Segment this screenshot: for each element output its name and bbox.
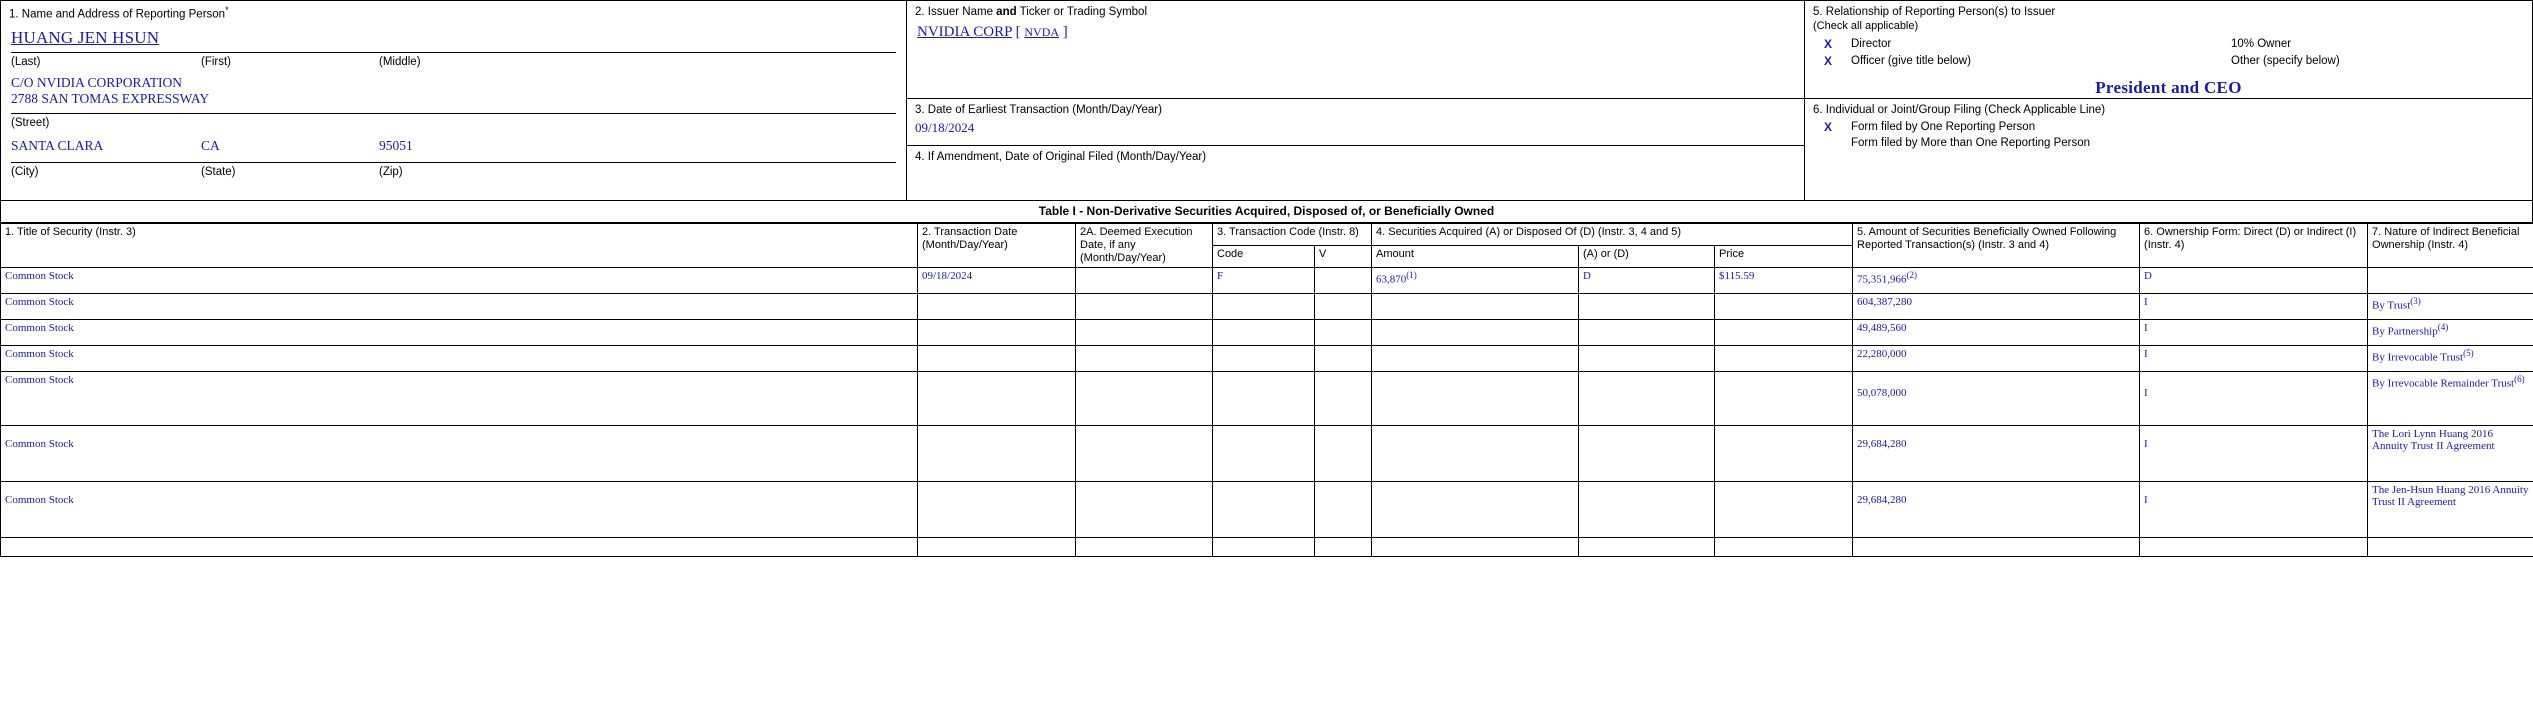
cell-deemed-date	[1076, 538, 1213, 557]
joint-filing-label: 6. Individual or Joint/Group Filing (Check Applicable Line)	[1813, 104, 2106, 116]
cell-code	[1213, 482, 1315, 538]
cell-deemed-date	[1076, 320, 1213, 346]
state-label: (State)	[201, 165, 236, 178]
table-row	[1, 482, 2533, 538]
first-label: (First)	[201, 55, 232, 68]
cell-a-or-d	[1579, 426, 1715, 482]
cell-v	[1315, 320, 1372, 346]
footnote-ref[interactable]: (3)	[2410, 296, 2421, 306]
one-reporting-person-checkbox[interactable]: X	[1823, 120, 1832, 134]
relationship-sublabel: (Check all applicable)	[1813, 20, 1919, 32]
relationship-subbox	[1805, 1, 2532, 98]
cell-code	[1213, 372, 1315, 426]
cell-security[interactable]: Common Stock	[1, 294, 918, 320]
cell-owned: 22,280,000	[1853, 346, 2140, 372]
cell-transaction-date	[918, 538, 1076, 557]
cell-amount	[1372, 346, 1579, 372]
th-amount: Amount	[1372, 246, 1579, 268]
cell-price	[1715, 482, 1853, 538]
cell-amount	[1372, 482, 1579, 538]
cell-price	[1715, 294, 1853, 320]
last-label: (Last)	[11, 55, 41, 68]
officer-title: President and CEO	[2095, 78, 2242, 97]
cell-transaction-date	[918, 294, 1076, 320]
cell-security[interactable]: Common Stock	[1, 372, 918, 426]
cell-amount	[1372, 426, 1579, 482]
issuer-label-b: and	[996, 6, 1017, 18]
th-code: Code	[1213, 246, 1315, 268]
relationship-box	[1805, 1, 2532, 200]
cell-v	[1315, 346, 1372, 372]
th-nature-indirect-ownership: 7. Nature of Indirect Beneficial Ownership (Instr. 4)	[2368, 224, 2533, 268]
cell-nature: The Lori Lynn Huang 2016 Annuity Trust II Agreement	[2368, 426, 2533, 482]
cell-transaction-date	[918, 372, 1076, 426]
issuer-name-row	[907, 19, 1804, 41]
one-reporting-person-label: Form filed by One Reporting Person	[1851, 121, 2036, 133]
director-checkbox[interactable]: X	[1823, 37, 1832, 51]
asterisk: *	[225, 5, 229, 15]
cell-nature	[2368, 268, 2533, 294]
cell-deemed-date	[1076, 268, 1213, 294]
th-price: Price	[1715, 246, 1853, 268]
cell-ownership-form: I	[2140, 320, 2368, 346]
amendment-date-value	[915, 164, 1796, 167]
ticker-symbol[interactable]: NVDA	[1024, 25, 1060, 39]
table1-title: Table I - Non-Derivative Securities Acquired, Disposed of, or Beneficially Owned	[0, 200, 2533, 223]
cell-amount	[1372, 320, 1579, 346]
th-amount-beneficially-owned: 5. Amount of Securities Beneficially Owned Following Reported Transaction(s) (Instr. 3 and 4)	[1853, 224, 2140, 268]
relationship-label: 5. Relationship of Reporting Person(s) to Issuer	[1813, 6, 2056, 18]
cell-ownership-form	[2140, 538, 2368, 557]
street-line-2: 2788 SAN TOMAS EXPRESSWAY	[11, 90, 210, 106]
middle-label: (Middle)	[379, 55, 421, 68]
cell-price: $115.59	[1715, 268, 1853, 294]
joint-filing-row-one	[1805, 119, 2532, 135]
cell-security[interactable]: Common Stock	[1, 346, 918, 372]
zip-label: (Zip)	[379, 165, 403, 178]
footnote-ref[interactable]: (6)	[2514, 374, 2525, 384]
th-ownership-form: 6. Ownership Form: Direct (D) or Indirect (I) (Instr. 4)	[2140, 224, 2368, 268]
cell-price	[1715, 346, 1853, 372]
cell-security[interactable]: Common Stock	[1, 482, 918, 538]
cell-v	[1315, 426, 1372, 482]
cell-code	[1213, 426, 1315, 482]
reporting-person-label: 1. Name and Address of Reporting Person	[9, 8, 226, 21]
cell-ownership-form: I	[2140, 294, 2368, 320]
cell-a-or-d: D	[1579, 268, 1715, 294]
relationship-row-director	[1805, 36, 2532, 53]
cell-amount	[1372, 538, 1579, 557]
reporting-person-name[interactable]: HUANG JEN HSUN	[11, 27, 160, 47]
cell-nature: By Trust$^{(3)}$	[2368, 294, 2533, 320]
joint-filing-subbox	[1805, 99, 2532, 199]
table-row-partial	[1, 538, 2533, 557]
cell-a-or-d	[1579, 372, 1715, 426]
earliest-transaction-label: 3. Date of Earliest Transaction (Month/Day/Year)	[915, 104, 1162, 116]
ten-percent-owner-label: 10% Owner	[2231, 38, 2292, 50]
cell-owned	[1853, 538, 2140, 557]
cell-a-or-d	[1579, 538, 1715, 557]
other-label: Other (specify below)	[2231, 55, 2340, 67]
cell-owned: 50,078,000	[1853, 372, 2140, 426]
table-row	[1, 372, 2533, 426]
cell-owned: 29,684,280	[1853, 482, 2140, 538]
joint-filing-row-many	[1805, 135, 2532, 151]
cell-security[interactable]: Common Stock	[1, 426, 918, 482]
cell-ownership-form: I	[2140, 482, 2368, 538]
issuer-label-a: 2. Issuer Name	[915, 6, 997, 18]
th-transaction-code: 3. Transaction Code (Instr. 8)	[1213, 224, 1372, 246]
cell-price	[1715, 372, 1853, 426]
cell-amount	[1372, 294, 1579, 320]
cell-a-or-d	[1579, 294, 1715, 320]
cell-a-or-d	[1579, 320, 1715, 346]
cell-amount: 63,870$^{(1)}$	[1372, 268, 1579, 294]
th-securities-acquired-disposed: 4. Securities Acquired (A) or Disposed Of (D) (Instr. 3, 4 and 5)	[1372, 224, 1853, 246]
cell-v	[1315, 538, 1372, 557]
cell-transaction-date	[918, 426, 1076, 482]
cell-v	[1315, 372, 1372, 426]
cell-security[interactable]: Common Stock	[1, 320, 918, 346]
issuer-label-c: Ticker or Trading Symbol	[1016, 6, 1148, 18]
cell-deemed-date	[1076, 294, 1213, 320]
table1-header-row-1	[1, 224, 2533, 246]
city-label: (City)	[11, 165, 39, 178]
cell-nature: By Irrevocable Remainder Trust$^{(6)}$	[2368, 372, 2533, 426]
th-transaction-date: 2. Transaction Date (Month/Day/Year)	[918, 224, 1076, 268]
cell-nature: By Irrevocable Trust$^{(5)}$	[2368, 346, 2533, 372]
cell-code	[1213, 320, 1315, 346]
officer-label: Officer (give title below)	[1851, 55, 1971, 67]
cell-ownership-form: I	[2140, 426, 2368, 482]
cell-code	[1213, 538, 1315, 557]
issuer-name[interactable]: NVIDIA CORP	[917, 24, 1012, 40]
cell-owned: 49,489,560	[1853, 320, 2140, 346]
table1	[0, 223, 2533, 557]
reporting-person-box	[1, 1, 907, 200]
cell-nature	[2368, 538, 2533, 557]
table-row	[1, 294, 2533, 320]
footnote-ref[interactable]: (4)	[2437, 322, 2449, 332]
bracket-close: ]	[1062, 24, 1068, 40]
cell-owned: 29,684,280	[1853, 426, 2140, 482]
table-row	[1, 346, 2533, 372]
city-labels-row	[1, 163, 906, 178]
street-label: (Street)	[11, 116, 50, 129]
cell-amount	[1372, 372, 1579, 426]
amendment-date-label: 4. If Amendment, Date of Original Filed (Month/Day/Year)	[915, 151, 1207, 163]
th-v: V	[1315, 246, 1372, 268]
cell-v	[1315, 482, 1372, 538]
earliest-transaction-date: 09/18/2024	[915, 120, 975, 135]
cell-transaction-date: 09/18/2024	[918, 268, 1076, 294]
name-parts-labels	[1, 53, 906, 68]
table-row	[1, 268, 2533, 294]
footnote-ref[interactable]: (1)	[1406, 270, 1417, 280]
earliest-transaction-subbox	[907, 99, 1804, 145]
amendment-subbox	[907, 146, 1804, 200]
street-line-1: C/O NVIDIA CORPORATION	[11, 74, 183, 90]
cell-ownership-form: I	[2140, 346, 2368, 372]
cell-code	[1213, 346, 1315, 372]
cell-nature: The Jen-Hsun Huang 2016 Annuity Trust II Agreement	[2368, 482, 2533, 538]
cell-v	[1315, 294, 1372, 320]
cell-a-or-d	[1579, 482, 1715, 538]
cell-a-or-d	[1579, 346, 1715, 372]
city-state-zip-row	[1, 129, 906, 154]
cell-code	[1213, 294, 1315, 320]
cell-owned: 604,387,280	[1853, 294, 2140, 320]
cell-security	[1, 538, 918, 557]
th-a-or-d: (A) or (D)	[1579, 246, 1715, 268]
cell-deemed-date	[1076, 426, 1213, 482]
cell-ownership-form: D	[2140, 268, 2368, 294]
cell-nature: By Partnership$^{(4)}$	[2368, 320, 2533, 346]
cell-deemed-date	[1076, 482, 1213, 538]
more-reporting-persons-label: Form filed by More than One Reporting Person	[1851, 137, 2091, 149]
bracket-open: [	[1015, 24, 1021, 40]
th-deemed-execution-date: 2A. Deemed Execution Date, if any (Month/Day/Year)	[1076, 224, 1213, 268]
issuer-box	[907, 1, 1805, 200]
cell-ownership-form: I	[2140, 372, 2368, 426]
th-title-of-security: 1. Title of Security (Instr. 3)	[1, 224, 918, 268]
cell-price	[1715, 320, 1853, 346]
director-label: Director	[1851, 38, 1892, 50]
officer-checkbox[interactable]: X	[1823, 54, 1832, 68]
cell-owned: 75,351,966$^{(2)}$	[1853, 268, 2140, 294]
cell-transaction-date	[918, 320, 1076, 346]
table-row	[1, 426, 2533, 482]
relationship-row-officer	[1805, 53, 2532, 70]
footnote-ref[interactable]: (2)	[1906, 270, 1918, 280]
zip-value: 95051	[379, 137, 413, 153]
table-row	[1, 320, 2533, 346]
cell-v	[1315, 268, 1372, 294]
cell-price	[1715, 538, 1853, 557]
issuer-subbox	[907, 1, 1804, 98]
more-reporting-persons-checkbox[interactable]	[1805, 135, 1851, 151]
footnote-ref[interactable]: (5)	[2463, 348, 2474, 358]
cell-transaction-date	[918, 482, 1076, 538]
street-label-row	[1, 114, 906, 129]
header-block	[0, 0, 2533, 200]
cell-deemed-date	[1076, 372, 1213, 426]
cell-price	[1715, 426, 1853, 482]
cell-transaction-date	[918, 346, 1076, 372]
cell-security[interactable]: Common Stock	[1, 268, 918, 294]
cell-code: F	[1213, 268, 1315, 294]
state-value: CA	[201, 137, 220, 153]
city-value: SANTA CLARA	[11, 137, 104, 153]
cell-deemed-date	[1076, 346, 1213, 372]
